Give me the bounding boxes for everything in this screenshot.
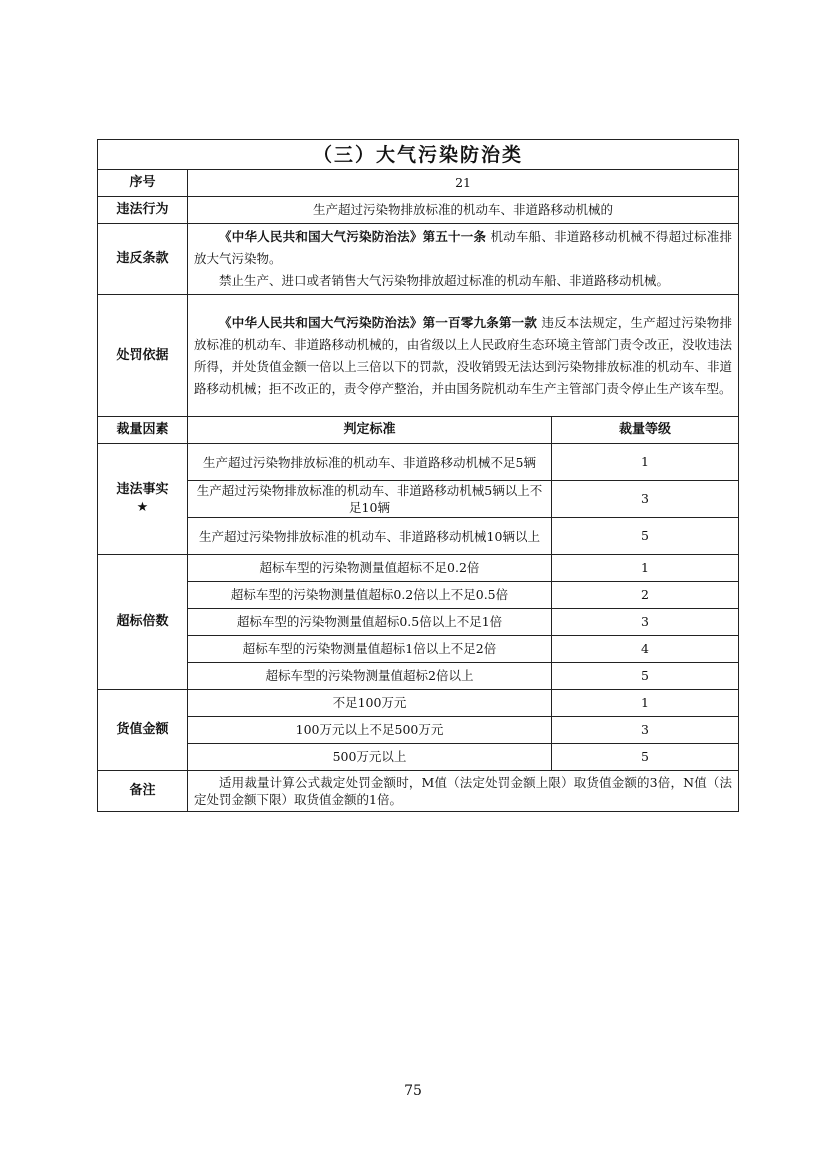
act-label: 违法行为: [98, 197, 188, 224]
level: 5: [552, 518, 739, 555]
factor-facts: [98, 444, 188, 555]
clause-label: 违反条款: [98, 224, 188, 295]
note-text: 适用裁量计算公式裁定处罚金额时，M值（法定处罚金额上限）取货值金额的3倍，N值（法定处罚金额下限）取货值金额的1倍。: [194, 775, 733, 807]
discretion-table: [97, 139, 739, 812]
seq-value: 21: [188, 170, 739, 197]
level: 1: [552, 555, 739, 582]
level: 5: [552, 744, 739, 771]
criterion-header: 判定标准: [188, 417, 552, 444]
table-title: （三）大气污染防治类: [98, 140, 739, 170]
note-label: 备注: [98, 771, 188, 812]
penalty-content: [188, 295, 739, 417]
level: 2: [552, 582, 739, 609]
level: 5: [552, 663, 739, 690]
level: 3: [552, 609, 739, 636]
criterion: 生产超过污染物排放标准的机动车、非道路移动机械不足5辆: [188, 444, 552, 481]
penalty-law: 《中华人民共和国大气污染防治法》第一百零九条第一款: [219, 314, 538, 330]
page-number: 75: [404, 1083, 422, 1099]
criterion: 生产超过污染物排放标准的机动车、非道路移动机械10辆以上: [188, 518, 552, 555]
level: 1: [552, 690, 739, 717]
criterion: 超标车型的污染物测量值超标0.5倍以上不足1倍: [188, 609, 552, 636]
criterion: 不足100万元: [188, 690, 552, 717]
factor-label: 违法事实: [116, 482, 169, 497]
level: 3: [552, 481, 739, 518]
criterion: 500万元以上: [188, 744, 552, 771]
clause-law: 《中华人民共和国大气污染防治法》第五十一条: [219, 229, 487, 244]
criterion: 100万元以上不足500万元: [188, 717, 552, 744]
penalty-label: 处罚依据: [98, 295, 188, 417]
clause-text1: 机动车船、非道路移动机械不得超过标准排放大气污染物。: [194, 229, 732, 266]
factor-header: 裁量因素: [98, 417, 188, 444]
factor-exceed: 超标倍数: [98, 555, 188, 690]
penalty-text: 违反本法规定，生产超过污染物排放标准的机动车、非道路移动机械的，由省级以上人民政府生态环境主管部门责令改正，没收违法所得，并处货值金额一倍以上三倍以下的罚款，没收销毁无法达到污染物排放标准的机动车、非道路移动机械；拒不改正的，责令停产整治，并由国务院机动车生产主管部门责令停止生产该车型。: [194, 314, 733, 396]
act-value: 生产超过污染物排放标准的机动车、非道路移动机械的: [188, 197, 739, 224]
star-icon: ★: [136, 500, 149, 515]
criterion: 超标车型的污染物测量值超标2倍以上: [188, 663, 552, 690]
level: 4: [552, 636, 739, 663]
clause-text2: 禁止生产、进口或者销售大气污染物排放超过标准的机动车船、非道路移动机械。: [219, 273, 670, 288]
level: 3: [552, 717, 739, 744]
level-header: 裁量等级: [552, 417, 739, 444]
criterion: 生产超过污染物排放标准的机动车、非道路移动机械5辆以上不足10辆: [188, 481, 552, 518]
note-content: [188, 771, 739, 812]
level: 1: [552, 444, 739, 481]
clause-content: [188, 224, 739, 295]
criterion: 超标车型的污染物测量值超标1倍以上不足2倍: [188, 636, 552, 663]
criterion: 超标车型的污染物测量值超标不足0.2倍: [188, 555, 552, 582]
criterion: 超标车型的污染物测量值超标0.2倍以上不足0.5倍: [188, 582, 552, 609]
seq-label: 序号: [98, 170, 188, 197]
factor-value: 货值金额: [98, 690, 188, 771]
